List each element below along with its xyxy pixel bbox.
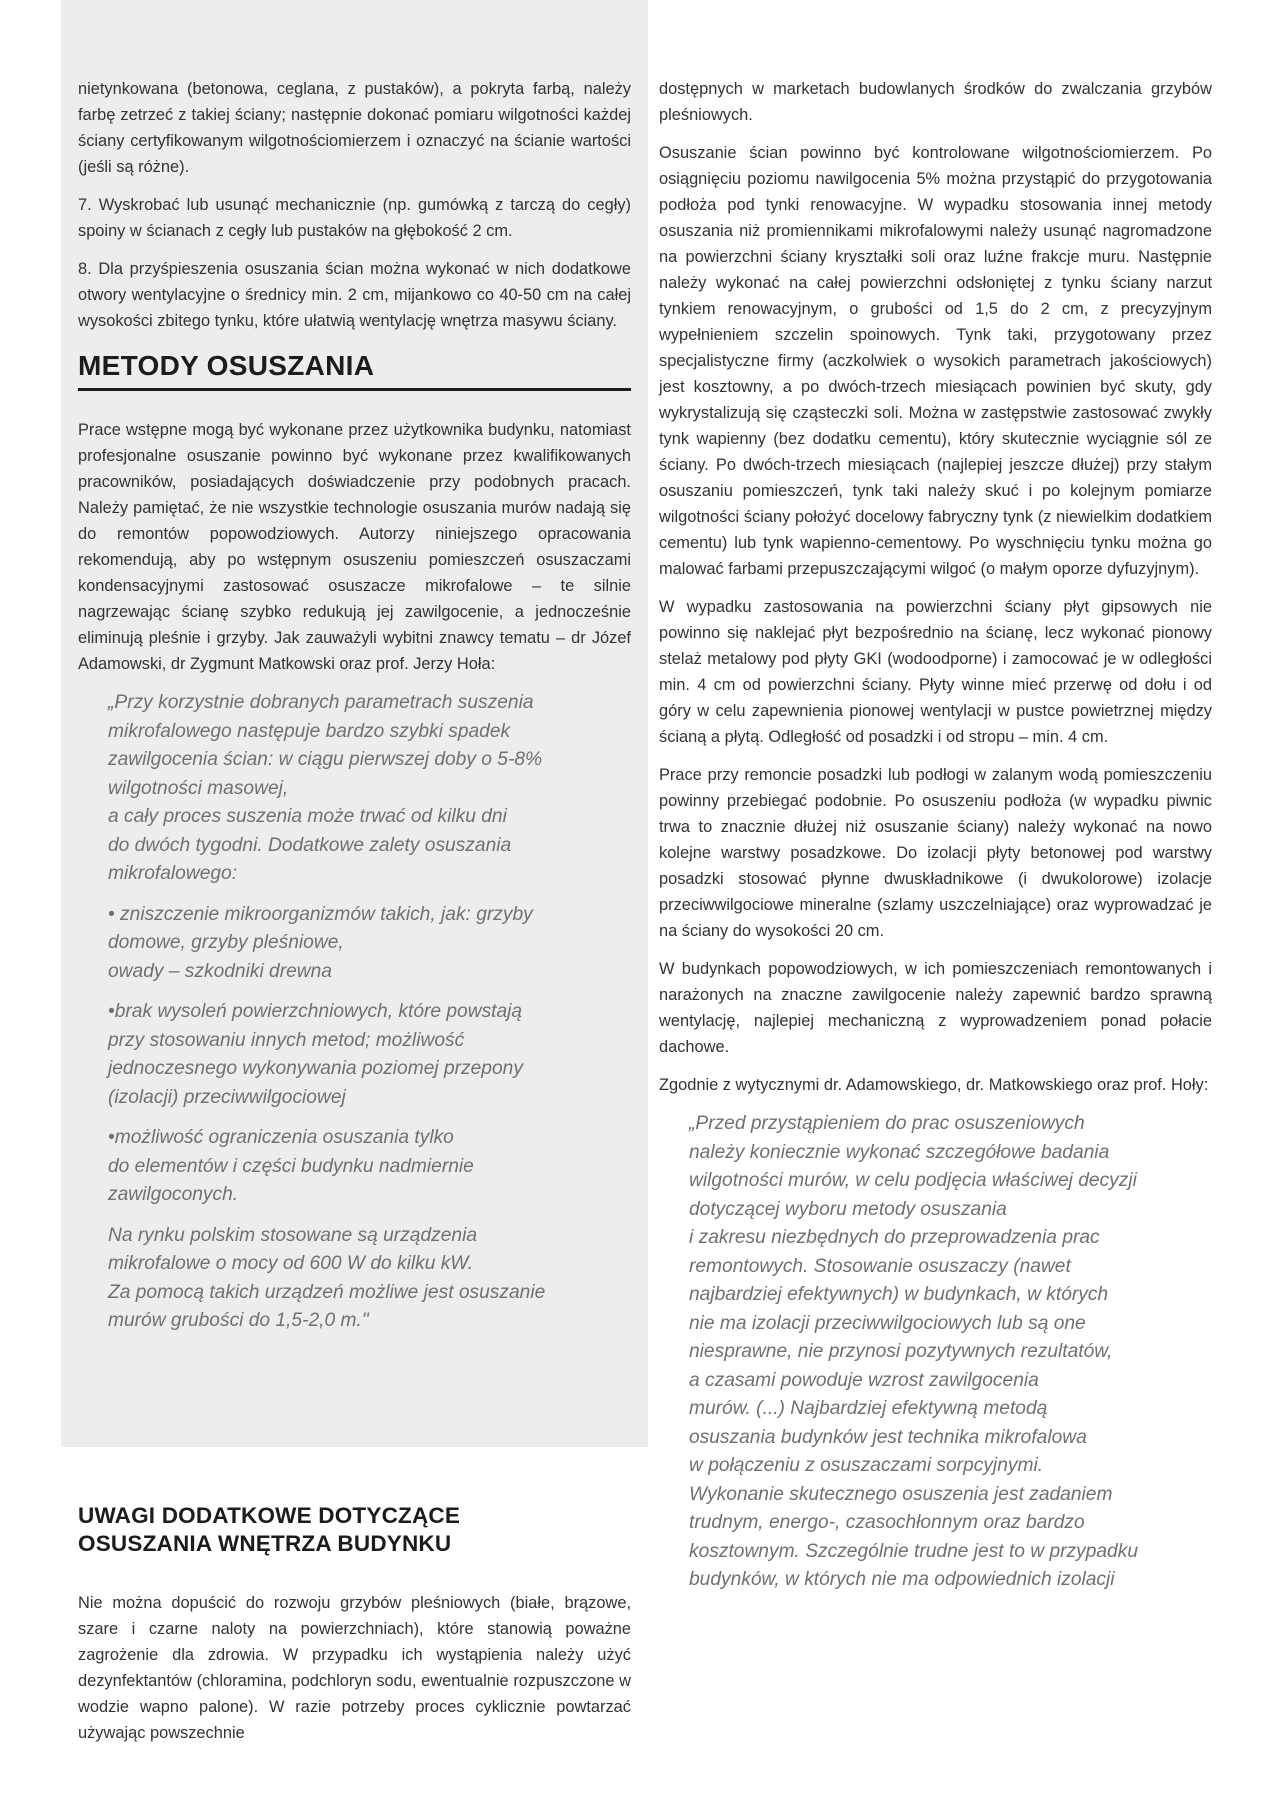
quote-bullet bbox=[108, 1124, 631, 1210]
quote-line: jednoczesnego wykonywania poziomej przepony bbox=[108, 1058, 523, 1079]
paragraph-continuation: dostępnych w marketach budowlanych środków do zwalczania grzybów pleśniowych. bbox=[659, 80, 1212, 124]
quote-line: „Przed przystąpieniem do prac osuszeniowych bbox=[689, 1113, 1085, 1134]
quote-line: (izolacji) przeciwwilgociowej bbox=[108, 1086, 346, 1108]
paragraph-intro: nietynkowana (betonowa, ceglana, z pustaków), a pokryta farbą, należy farbę zetrzeć z takiej ściany; następnie dokonać pomiaru wilgotności każdej ściany certyfikowanym wilgotnościomierzem i oznaczyć na ścianie wartości (jeśli są różne). bbox=[78, 80, 631, 176]
quote-microwave-drying bbox=[108, 689, 631, 1336]
quote-bullet bbox=[108, 901, 631, 987]
paragraph-guidelines-intro: Zgodnie z wytycznymi dr. Adamowskiego, dr. Matkowskiego oraz prof. Hoły: bbox=[659, 1076, 1209, 1094]
quote-line: wilgotności murów, w celu podjęcia właściwej decyzji bbox=[689, 1170, 1137, 1191]
quote-line: • zniszczenie mikroorganizmów takich, jak: grzyby bbox=[108, 903, 533, 925]
paragraph-step-8: 8. Dla przyśpieszenia osuszania ścian można wykonać w nich dodatkowe otwory wentylacyjne o średnicy min. 2 cm, mijankowo co 40-50 cm na całej wysokości zbitego tynku, które ułatwią wentylację wnętrza masywu ściany. bbox=[78, 260, 631, 330]
quote-line: do dwóch tygodni. Dodatkowe zalety osuszania bbox=[108, 834, 512, 856]
quote-paragraph bbox=[689, 1110, 1212, 1595]
quote-line: do elementów i części budynku nadmiernie bbox=[108, 1155, 474, 1177]
quote-line: trudnym, energo-, czasochłonnym oraz bardzo bbox=[689, 1512, 1085, 1533]
quote-line: remontowych. Stosowanie osuszaczy (nawet bbox=[689, 1255, 1071, 1277]
quote-line: mikrofalowego: bbox=[108, 863, 238, 884]
quote-bullet bbox=[108, 998, 631, 1112]
quote-line: najbardziej efektywnych) w budynkach, w których bbox=[689, 1284, 1109, 1305]
quote-line: Na rynku polskim stosowane są urządzenia bbox=[108, 1224, 478, 1246]
quote-line: •brak wysoleń powierzchniowych, które powstają bbox=[108, 1001, 523, 1022]
left-column-top bbox=[78, 76, 631, 1348]
heading-line: OSUSZANIA WNĘTRZA BUDYNKU bbox=[78, 1531, 452, 1556]
left-column-bottom bbox=[78, 1502, 631, 1758]
quote-line: domowe, grzyby pleśniowe, bbox=[108, 932, 344, 953]
quote-line: należy koniecznie wykonać szczegółowe badania bbox=[689, 1141, 1110, 1163]
quote-guidelines bbox=[689, 1110, 1212, 1595]
paragraph-floor-repair: Prace przy remoncie posadzki lub podłogi w zalanym wodą pomieszczeniu powinny przebiegać podobnie. Po osuszeniu podłoża (w wypadku piwnic trwa to znacznie dłużej niż osuszanie ściany) należy wykonać na nowo kolejne warstwy posadzkowe. Do izolacji płyty betonowej pod warstwy posadzki stosować płynne dwuskładnikowe (i dwukolorowe) izolacje przeciwwilgociowe mineralne (szlamy uszczelniające) oraz wyprowadzać je na ściany do wysokości 20 cm. bbox=[659, 766, 1212, 940]
heading-additional-notes bbox=[78, 1502, 631, 1558]
right-column bbox=[659, 76, 1212, 1607]
quote-line: murów grubości do 1,5-2,0 m." bbox=[108, 1310, 369, 1331]
paragraph-methods: Prace wstępne mogą być wykonane przez użytkownika budynku, natomiast profesjonalne osuszanie powinno być wykonane przez kwalifikowanych pracowników, posiadających doświadczenie przy podobnych pracach. Należy pamiętać, że nie wszystkie technologie osuszania murów nadają się do remontów popowodziowych. Autorzy niniejszego opracowania rekomendują, aby po wstępnym osuszeniu pomieszczeń osuszaczami kondensacyjnymi zastosować osuszacze mikrofalowe – te silnie nagrzewając ścianę szybko redukują jej zawilgocenie, a jednocześnie eliminują pleśnie i grzyby. Jak zauważyli wybitni znawcy tematu – dr Józef Adamowski, dr Zygmunt Matkowski oraz prof. Jerzy Hoła: bbox=[78, 421, 631, 673]
quote-line: zawilgoconych. bbox=[108, 1184, 239, 1205]
quote-line: kosztownym. Szczególnie trudne jest to w przypadku bbox=[689, 1540, 1138, 1562]
quote-line: przy stosowaniu innych metod; możliwość bbox=[108, 1029, 465, 1051]
heading-line: UWAGI DODATKOWE DOTYCZĄCE bbox=[78, 1503, 461, 1528]
quote-line: murów. (...) Najbardziej efektywną metodą bbox=[689, 1398, 1048, 1419]
quote-line: dotyczącej wyboru metody osuszania bbox=[689, 1198, 1007, 1220]
quote-line: a czasami powoduje wzrost zawilgocenia bbox=[689, 1369, 1039, 1391]
paragraph-moisture-control: Osuszanie ścian powinno być kontrolowane wilgotnościomierzem. Po osiągnięciu poziomu nawilgocenia 5% można przystąpić do przygotowania podłoża pod tynki renowacyjne. W wypadku stosowania innej metody osuszania niż promiennikami mikrofalowymi należy usunąć nagromadzone na powierzchni ściany kryształki soli oraz luźne frakcje muru. Następnie należy wykonać na całej powierzchni odsłoniętej z tynku ściany narzut tynkiem renowacyjnym, o grubości od 1,5 do 2 cm, z precyzyjnym wypełnieniem szczelin spoinowych. Tynk taki, przygotowany przez specjalistyczne firmy (aczkolwiek o wysokich parametrach jakościowych) jest kosztowny, a po dwóch-trzech miesiącach powinien być skuty, gdy wykrystalizują się cząsteczki soli. Można w zastępstwie zastosować zwykły tynk wapienny (bez dodatku cementu), który skutecznie wyciągnie sól ze ściany. Po dwóch-trzech miesiącach (najlepiej jeszcze dłużej) przy stałym osuszaniu pomieszczeń, tynk taki należy skuć i po kolejnym pomiarze wilgotności ściany położyć docelowy fabryczny tynk (z niewielkim dodatkiem cementu) lub tynk wapienno-cementowy. Po wyschnięciu tynku można go malować farbami przepuszczającymi wilgoć (o małym oporze dyfuzyjnym). bbox=[659, 144, 1212, 578]
quote-line: w połączeniu z osuszaczami sorpcyjnymi. bbox=[689, 1455, 1044, 1476]
quote-line: owady – szkodniki drewna bbox=[108, 960, 332, 982]
quote-line: „Przy korzystnie dobranych parametrach suszenia bbox=[108, 692, 534, 713]
quote-line: zawilgocenia ścian: w ciągu pierwszej doby o 5-8% bbox=[108, 749, 543, 770]
paragraph-mold: Nie można dopuścić do rozwoju grzybów pleśniowych (białe, brązowe, szare i czarne naloty na powierzchniach), które stanowią poważne zagrożenie dla zdrowia. W przypadku ich wystąpienia należy użyć dezynfektantów (chloramina, podchloryn sodu, ewentualnie rozpuszczone w wodzie wapno palone). W razie potrzeby proces cyklicznie powtarzać używając powszechnie bbox=[78, 1594, 631, 1742]
paragraph-step-7: 7. Wyskrobać lub usunąć mechanicznie (np. gumówką z tarczą do cegły) spoiny w ścianach z cegły lub pustaków na głębokość 2 cm. bbox=[78, 196, 631, 240]
paragraph-ventilation: W budynkach popowodziowych, w ich pomieszczeniach remontowanych i narażonych na znaczne zawilgocenie należy zapewnić bardzo sprawną wentylację, najlepiej mechaniczną z wyprowadzeniem ponad połacie dachowe. bbox=[659, 960, 1212, 1056]
quote-line: osuszania budynków jest technika mikrofalowa bbox=[689, 1426, 1087, 1448]
quote-line: wilgotności masowej, bbox=[108, 777, 289, 799]
quote-line: niesprawne, nie przynosi pozytywnych rezultatów, bbox=[689, 1341, 1113, 1362]
quote-paragraph bbox=[108, 689, 631, 889]
quote-line: •możliwość ograniczenia osuszania tylko bbox=[108, 1127, 454, 1148]
quote-line: nie ma izolacji przeciwwilgociowych lub są one bbox=[689, 1312, 1086, 1334]
paragraph-gypsum-boards: W wypadku zastosowania na powierzchni ściany płyt gipsowych nie powinno się naklejać płyt bezpośrednio na ścianę, lecz wykonać pionowy stelaż metalowy pod płyty GKI (wodoodporne) i zamocować je w odległości min. 4 cm od powierzchni ściany. Płyty winne mieć przerwę od dołu i od góry w celu zapewnienia pionowej wentylacji w pustce powietrznej między ścianą a płytą. Odległość od posadzki i od stropu – min. 4 cm. bbox=[659, 598, 1212, 746]
quote-line: mikrofalowe o mocy od 600 W do kilku kW. bbox=[108, 1253, 474, 1274]
heading-drying-methods: METODY OSUSZANIA bbox=[78, 349, 631, 391]
quote-line: mikrofalowego następuje bardzo szybki spadek bbox=[108, 720, 511, 742]
quote-line: i zakresu niezbędnych do przeprowadzenia prac bbox=[689, 1227, 1100, 1248]
quote-line: Za pomocą takich urządzeń możliwe jest osuszanie bbox=[108, 1281, 546, 1303]
quote-line: Wykonanie skutecznego osuszenia jest zadaniem bbox=[689, 1483, 1113, 1505]
quote-line: a cały proces suszenia może trwać od kilku dni bbox=[108, 806, 507, 827]
quote-line: budynków, w których nie ma odpowiednich izolacji bbox=[689, 1569, 1115, 1590]
quote-paragraph bbox=[108, 1222, 631, 1336]
